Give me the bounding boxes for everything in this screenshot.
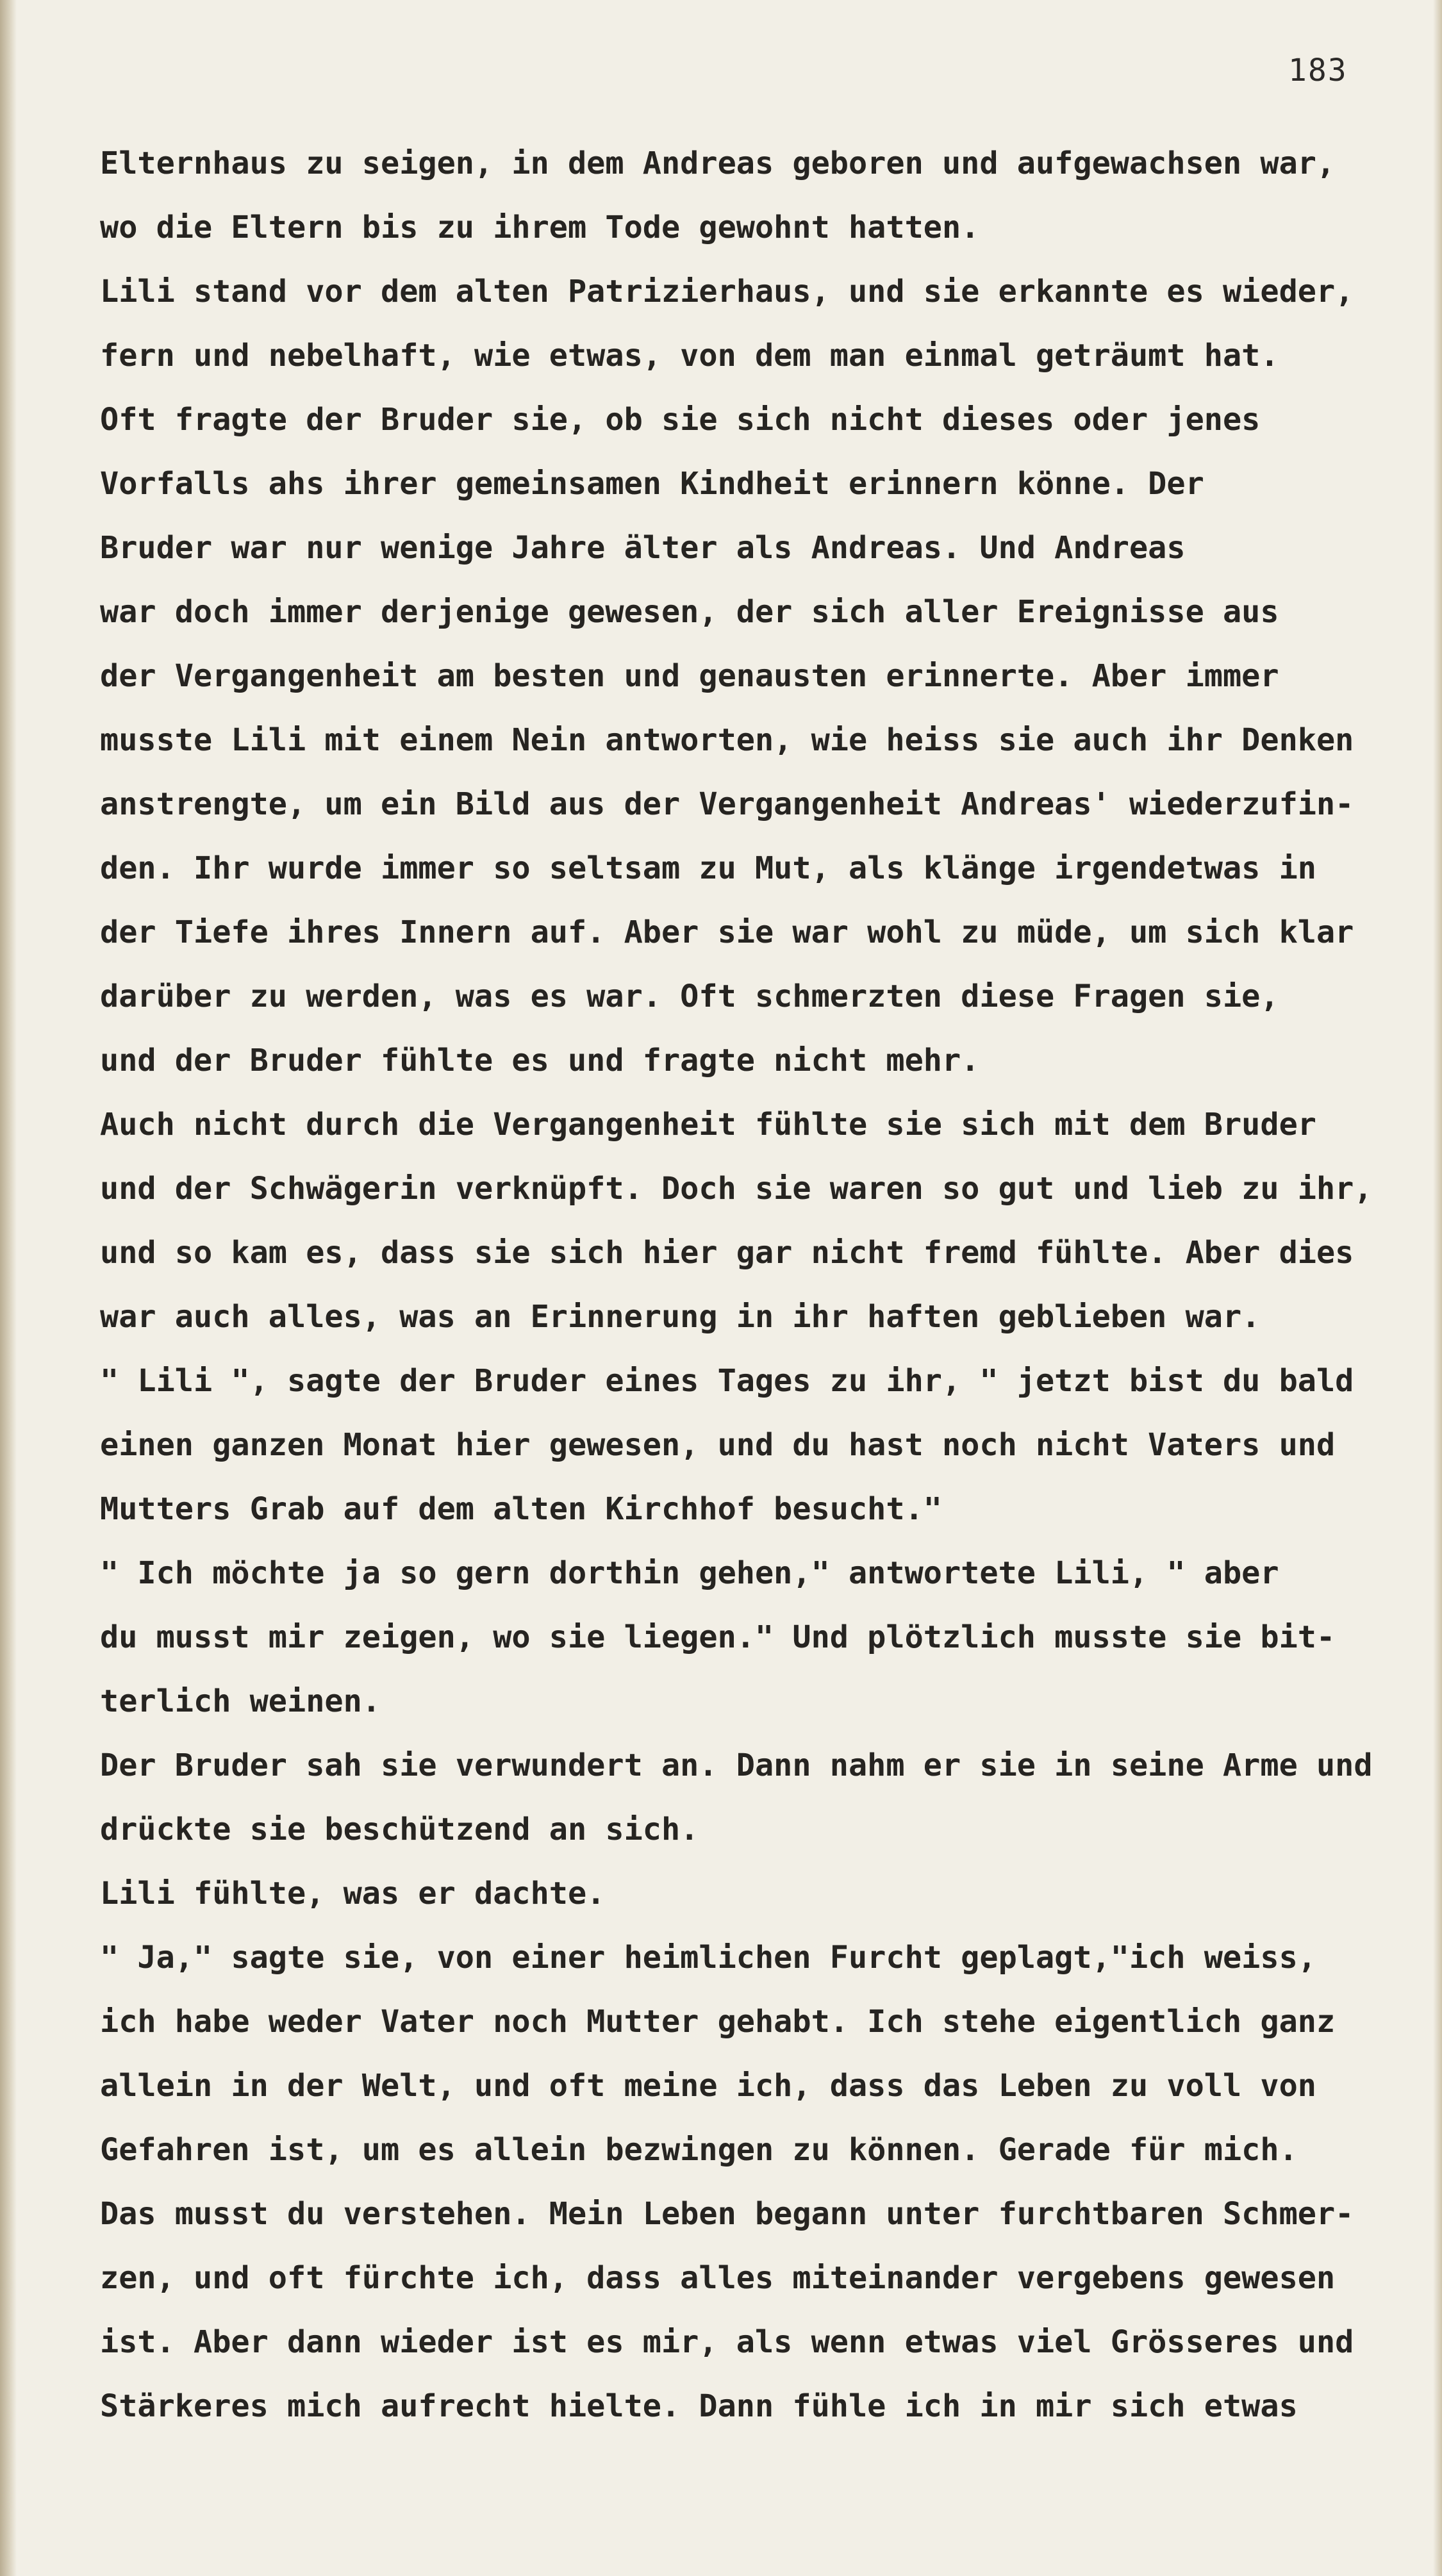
text-line: wo die Eltern bis zu ihrem Tode gewohnt hatten. xyxy=(100,210,980,245)
text-line: Gefahren ist, um es allein bezwingen zu können. Gerade für mich. xyxy=(100,2132,1298,2168)
text-line: " Ich möchte ja so gern dorthin gehen," antwortete Lili, " aber xyxy=(100,1555,1279,1591)
text-line: musste Lili mit einem Nein antworten, wie heiss sie auch ihr Denken xyxy=(100,722,1354,758)
text-line: Das musst du verstehen. Mein Leben begann unter furchtbaren Schmer- xyxy=(100,2196,1354,2232)
binding-edge xyxy=(0,0,17,2576)
text-line: Elternhaus zu seigen, in dem Andreas geboren und aufgewachsen war, xyxy=(100,145,1336,181)
text-line: und so kam es, dass sie sich hier gar nicht fremd fühlte. Aber dies xyxy=(100,1235,1354,1271)
text-line: Oft fragte der Bruder sie, ob sie sich nicht dieses oder jenes xyxy=(100,402,1261,438)
text-line: Der Bruder sah sie verwundert an. Dann nahm er sie in seine Arme und xyxy=(100,1747,1373,1783)
text-line: den. Ihr wurde immer so seltsam zu Mut, als klänge irgendetwas in xyxy=(100,850,1316,886)
typewritten-text xyxy=(100,131,1420,2438)
text-line: Bruder war nur wenige Jahre älter als Andreas. Und Andreas xyxy=(100,530,1186,566)
text-line: der Vergangenheit am besten und genausten erinnerte. Aber immer xyxy=(100,658,1279,694)
text-line: und der Bruder fühlte es und fragte nicht mehr. xyxy=(100,1043,980,1078)
text-line: und der Schwägerin verknüpft. Doch sie waren so gut und lieb zu ihr, xyxy=(100,1171,1373,1207)
text-line: war doch immer derjenige gewesen, der sich aller Ereignisse aus xyxy=(100,594,1279,630)
text-line: Auch nicht durch die Vergangenheit fühlte sie sich mit dem Bruder xyxy=(100,1107,1316,1143)
text-line: " Ja," sagte sie, von einer heimlichen Furcht geplagt,"ich weiss, xyxy=(100,1940,1316,1976)
text-line: allein in der Welt, und oft meine ich, dass das Leben zu voll von xyxy=(100,2068,1316,2104)
text-line: terlich weinen. xyxy=(100,1683,381,1719)
text-line: fern und nebelhaft, wie etwas, von dem man einmal geträumt hat. xyxy=(100,338,1279,374)
text-line: darüber zu werden, was es war. Oft schmerzten diese Fragen sie, xyxy=(100,978,1279,1014)
text-line: Lili fühlte, was er dachte. xyxy=(100,1876,606,1911)
text-line: Vorfalls ahs ihrer gemeinsamen Kindheit erinnern könne. Der xyxy=(100,466,1204,502)
text-line: war auch alles, was an Erinnerung in ihr haften geblieben war. xyxy=(100,1299,1261,1335)
text-line: zen, und oft fürchte ich, dass alles miteinander vergebens gewesen xyxy=(100,2260,1336,2296)
text-line: drückte sie beschützend an sich. xyxy=(100,1812,699,1847)
text-line: einen ganzen Monat hier gewesen, und du hast noch nicht Vaters und xyxy=(100,1427,1336,1463)
page-edge xyxy=(1433,0,1442,2576)
text-line: Mutters Grab auf dem alten Kirchhof besucht." xyxy=(100,1491,942,1527)
text-line: Stärkeres mich aufrecht hielte. Dann fühle ich in mir sich etwas xyxy=(100,2388,1298,2424)
text-line: Lili stand vor dem alten Patrizierhaus, und sie erkannte es wieder, xyxy=(100,274,1354,310)
text-line: ist. Aber dann wieder ist es mir, als wenn etwas viel Grösseres und xyxy=(100,2324,1354,2360)
text-line: anstrengte, um ein Bild aus der Vergangenheit Andreas' wiederzufin- xyxy=(100,786,1354,822)
text-line: der Tiefe ihres Innern auf. Aber sie war wohl zu müde, um sich klar xyxy=(100,914,1354,950)
text-line: " Lili ", sagte der Bruder eines Tages zu ihr, " jetzt bist du bald xyxy=(100,1363,1354,1399)
text-line: ich habe weder Vater noch Mutter gehabt. Ich stehe eigentlich ganz xyxy=(100,2004,1336,2040)
text-line: du musst mir zeigen, wo sie liegen." Und plötzlich musste sie bit- xyxy=(100,1619,1336,1655)
page-number: 183 xyxy=(1288,53,1348,88)
